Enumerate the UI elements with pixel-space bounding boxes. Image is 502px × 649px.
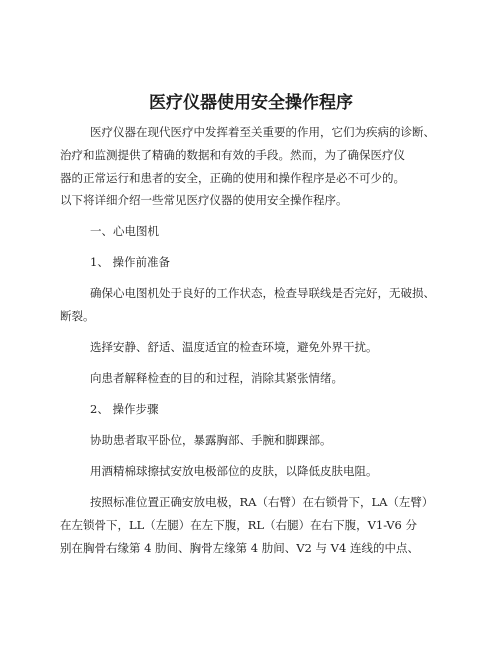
paragraph-line: 选择安静、舒适、温度适宜的检查环境，避免外界干扰。 [90,340,378,354]
paragraph-line: 按照标准位置正确安放电极，RA（右臂）在右锁骨下，LA（左臂） [90,495,434,509]
intro-line: 医疗仪器在现代医疗中发挥着至关重要的作用，它们为疾病的诊断、 [90,125,435,139]
paragraph-line: 别在胸骨右缘第 4 肋间、胸骨左缘第 4 肋间、V2 与 V4 连线的中点、 [60,541,419,555]
paragraph-line: 用酒精棉球擦拭安放电极部位的皮肤，以降低皮肤电阻。 [90,464,378,478]
intro-line: 以下将详细介绍一些常见医疗仪器的使用安全操作程序。 [60,193,348,207]
section-heading: 一、心电图机 [90,224,159,238]
paragraph-line: 在左锁骨下，LL（左腿）在左下腹，RL（右腿）在右下腹，V1-V6 分 [60,518,418,532]
subsection-heading: 2、 操作步骤 [90,402,159,416]
intro-line: 治疗和监测提供了精确的数据和有效的手段。然而，为了确保医疗仪 [60,148,405,162]
document-title: 医疗仪器使用安全操作程序 [149,93,353,113]
paragraph-line: 确保心电图机处于良好的工作状态，检查导联线是否完好，无破损、 [90,286,435,300]
subsection-heading: 1、 操作前准备 [90,255,170,269]
paragraph-line: 向患者解释检查的目的和过程，消除其紧张情绪。 [90,371,343,385]
intro-line: 器的正常运行和患者的安全，正确的使用和操作程序是必不可少的。 [60,171,405,185]
paragraph-line: 协助患者取平卧位，暴露胸部、手腕和脚踝部。 [90,433,332,447]
paragraph-line: 断裂。 [60,309,95,323]
